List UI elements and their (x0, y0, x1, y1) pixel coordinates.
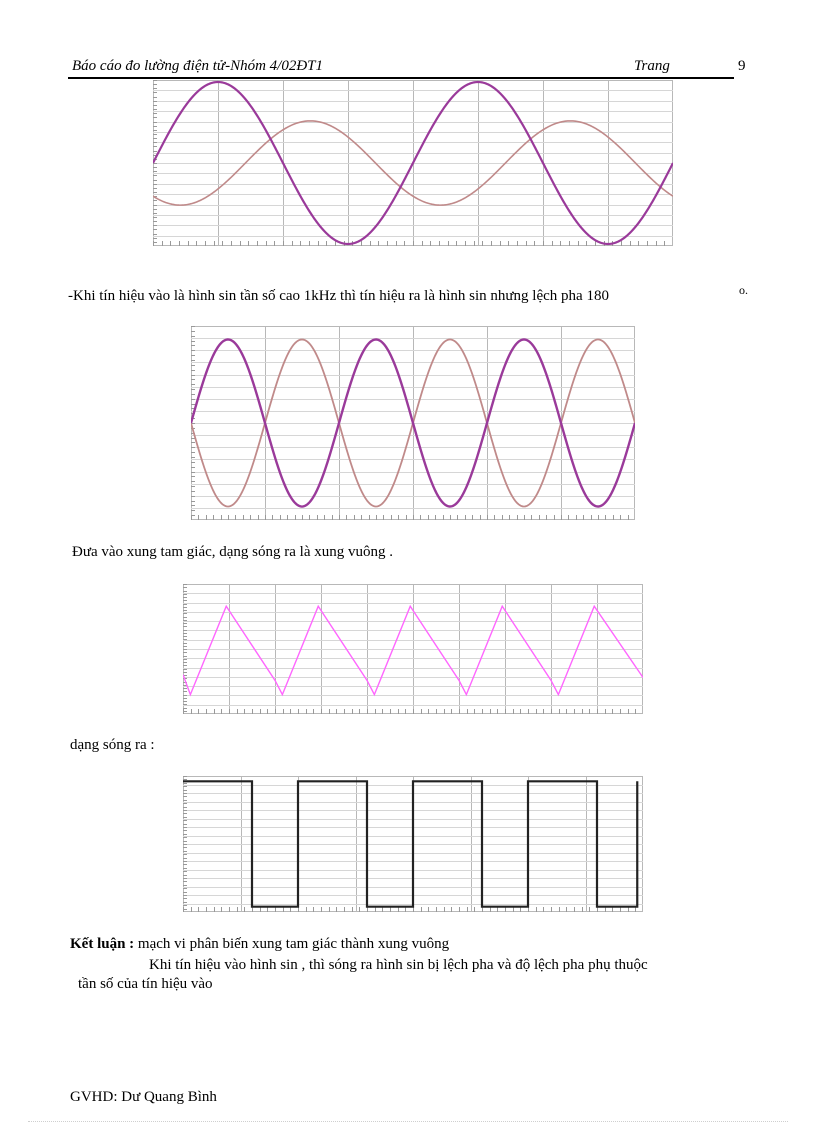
degree-unit: o. (739, 283, 748, 297)
conclusion-label: Kết luận : (70, 936, 135, 952)
oscilloscope-plot-sine-low (153, 80, 673, 246)
footer-rule (28, 1121, 788, 1122)
conclusion-text: mạch vi phân biến xung tam giác thành xung vuông (134, 936, 450, 952)
conclusion-line-2: Khi tín hiệu vào hình sin , thì sóng ra hình sin bị lệch pha và độ lệch pha phụ thuộc (149, 957, 648, 973)
oscilloscope-plot-triangle (183, 584, 643, 714)
header-title: Báo cáo đo lường điện tử-Nhóm 4/02ĐT1 (72, 58, 324, 74)
paragraph-wave-out: dạng sóng ra : (70, 737, 155, 753)
footer-advisor: GVHD: Dư Quang Bình (70, 1089, 217, 1105)
paragraph-sine-1khz: -Khi tín hiệu vào là hình sin tần số cao 1kHz thì tín hiệu ra là hình sin nhưng lệch pha 180 (68, 288, 609, 304)
header-page-number: 9 (738, 58, 746, 74)
conclusion-line-1 (70, 936, 449, 953)
oscilloscope-plot-sine-1khz (191, 326, 635, 520)
oscilloscope-plot-square (183, 776, 643, 912)
paragraph-triangle-input: Đưa vào xung tam giác, dạng sóng ra là xung vuông . (72, 544, 393, 560)
conclusion-line-3: tần số của tín hiệu vào (78, 976, 213, 992)
header-rule (68, 77, 734, 79)
header-trang-label: Trang (634, 58, 670, 74)
